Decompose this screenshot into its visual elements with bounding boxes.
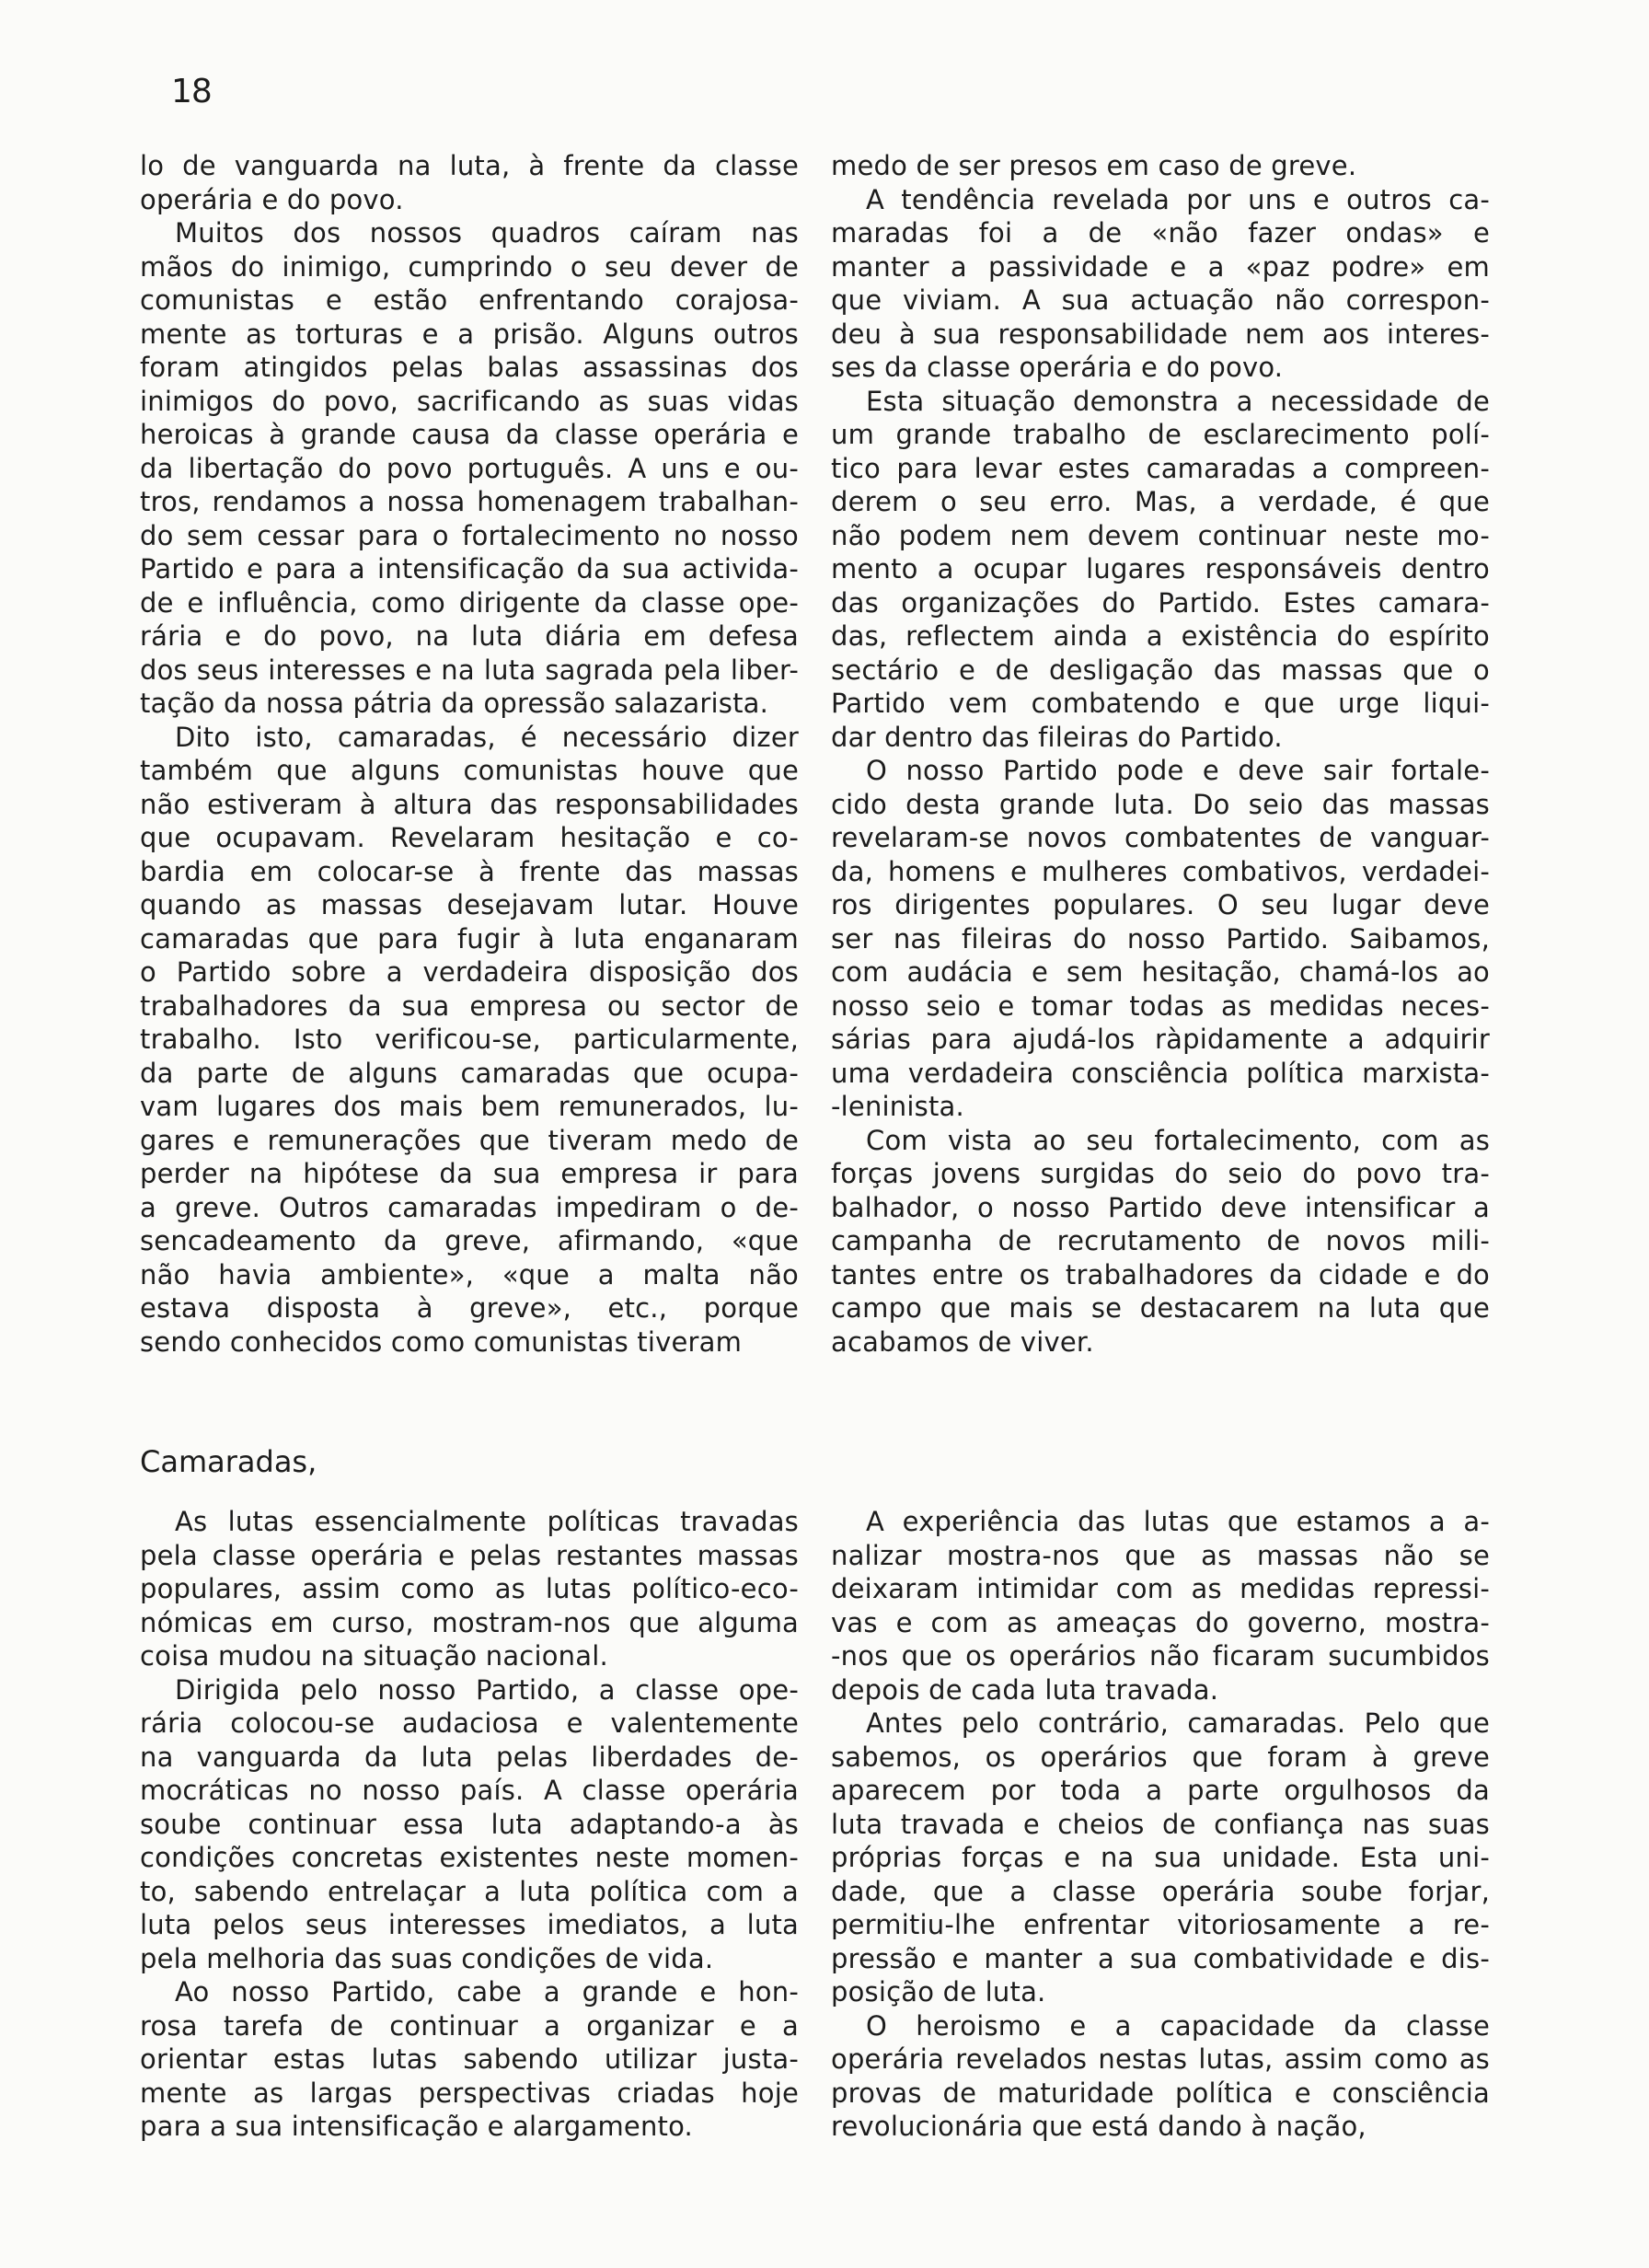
- text-line: do sem cessar para o fortalecimento no nosso: [140, 519, 799, 551]
- text-line: O heroismo e a capacidade da classe: [866, 2009, 1490, 2042]
- text-line: sencadeamento da greve, afirmando, «que: [140, 1225, 799, 1256]
- text-line: nalizar mostra-nos que as massas não se: [831, 1539, 1490, 1571]
- text-line: nosso seio e tomar todas as medidas neces-: [831, 989, 1490, 1022]
- text-line: depois de cada luta travada.: [831, 1673, 1219, 1706]
- text-line: ses da classe operária e do povo.: [831, 352, 1284, 383]
- text-line: comunistas e estão enfrentando corajosa-: [140, 284, 799, 316]
- text-line: com audácia e sem hesitação, chamá-los ao: [831, 956, 1490, 988]
- text-line: A experiência das lutas que estamos a a-: [866, 1506, 1490, 1537]
- text-line: não havia ambiente», «que a malta não: [140, 1258, 799, 1290]
- text-line: também que alguns comunistas houve que: [140, 755, 799, 786]
- text-line: tico para levar estes camaradas a compreen-: [831, 452, 1490, 484]
- text-line: posição de luta.: [831, 1976, 1046, 2008]
- paragraph: [140, 1505, 799, 1673]
- text-line: pressão e manter a sua combatividade e dis-: [831, 1942, 1490, 1974]
- text-line: Partido e para a intensificação da sua activida-: [140, 553, 799, 584]
- text-line: tros, rendamos a nossa homenagem trabalhan-: [140, 486, 799, 517]
- text-line: manter a passividade e a «paz podre» em: [831, 250, 1490, 283]
- text-line: próprias forças e na sua unidade. Esta uni-: [831, 1842, 1490, 1873]
- text-line: aparecem por toda a parte orgulhosos da: [831, 1775, 1490, 1806]
- text-line: maradas foi a de «não fazer ondas» e: [831, 217, 1490, 249]
- text-line: gares e remunerações que tiveram medo de: [140, 1124, 799, 1156]
- text-line: orientar estas lutas sabendo utilizar justa-: [140, 2043, 799, 2075]
- text-line: inimigos do povo, sacrificando as suas vidas: [140, 385, 799, 417]
- text-line: foram atingidos pelas balas assassinas dos: [140, 352, 799, 383]
- paragraph: [140, 149, 799, 216]
- text-line: rária colocou-se audaciosa e valentemente: [140, 1707, 799, 1739]
- text-line: luta pelos seus interesses imediatos, a luta: [140, 1909, 799, 1940]
- paragraph: [831, 385, 1490, 755]
- text-line: mento a ocupar lugares responsáveis dentro: [831, 553, 1490, 584]
- paragraph: [831, 1124, 1490, 1360]
- text-line: sárias para ajudá-los ràpidamente a adquirir: [831, 1024, 1490, 1055]
- text-line: As lutas essencialmente políticas travadas: [175, 1506, 799, 1537]
- text-line: vam lugares dos mais bem remunerados, lu-: [140, 1091, 799, 1122]
- text-line: A tendência revelada por uns e outros ca-: [866, 183, 1490, 215]
- text-line: coisa mudou na situação nacional.: [140, 1640, 608, 1672]
- text-line: de e influência, como dirigente da classe ope-: [140, 586, 799, 619]
- paragraph: [831, 1707, 1490, 2009]
- text-line: da parte de alguns camaradas que ocupa-: [140, 1057, 799, 1089]
- text-line: revolucionária que está dando à nação,: [831, 2111, 1366, 2142]
- text-line: da, homens e mulheres combativos, verdadei-: [831, 855, 1490, 887]
- text-line: permitiu-lhe enfrentar vitoriosamente a re-: [831, 1909, 1490, 1940]
- text-line: trabalhadores da sua empresa ou sector de: [140, 989, 799, 1022]
- text-line: -nos que os operários não ficaram sucumbidos: [831, 1640, 1490, 1672]
- text-line: pela melhoria das suas condições de vida.: [140, 1942, 714, 1974]
- text-line: ser nas fileiras do nosso Partido. Saibamos,: [831, 922, 1490, 955]
- text-line: ros dirigentes populares. O seu lugar deve: [831, 889, 1490, 920]
- paragraph: [831, 149, 1490, 183]
- text-line: Dito isto, camaradas, é necessário dizer: [175, 721, 799, 753]
- text-line: a greve. Outros camaradas impediram o de-: [140, 1191, 799, 1223]
- text-line: deu à sua responsabilidade nem aos interes-: [831, 318, 1490, 350]
- text-line: mocráticas no nosso país. A classe operária: [140, 1775, 799, 1806]
- text-line: para a sua intensificação e alargamento.: [140, 2111, 693, 2142]
- text-line: Ao nosso Partido, cabe a grande e hon-: [175, 1976, 799, 2008]
- text-line: campo que mais se destacarem na luta que: [831, 1292, 1490, 1324]
- text-line: quando as massas desejavam lutar. Houve: [140, 889, 799, 920]
- text-line: condições concretas existentes neste momen-: [140, 1842, 799, 1873]
- text-line: estava disposta à greve», etc., porque: [140, 1292, 799, 1324]
- text-line: sendo conhecidos como comunistas tiveram: [140, 1325, 743, 1358]
- text-line: medo de ser presos em caso de greve.: [831, 150, 1357, 181]
- text-line: luta travada e cheios de confiança nas suas: [831, 1808, 1490, 1840]
- text-line: operária revelados nestas lutas, assim como as: [831, 2043, 1490, 2075]
- paragraph: [140, 721, 799, 1360]
- paragraph: [140, 216, 799, 721]
- paragraph: [831, 183, 1490, 385]
- text-line: da libertação do povo português. A uns e ou-: [140, 452, 799, 484]
- text-line: rária e do povo, na luta diária em defesa: [140, 620, 799, 652]
- text-line: vas e com as ameaças do governo, mostra-: [831, 1606, 1490, 1638]
- text-line: O nosso Partido pode e deve sair fortale-: [866, 755, 1490, 786]
- text-line: Com vista ao seu fortalecimento, com as: [866, 1124, 1490, 1156]
- text-line: mente as largas perspectivas criadas hoje: [140, 2077, 799, 2109]
- text-line: provas de maturidade política e consciência: [831, 2077, 1490, 2109]
- text-line: Muitos dos nossos quadros caíram nas: [175, 217, 799, 249]
- text-line: sabemos, os operários que foram à greve: [831, 1741, 1490, 1773]
- section-heading: Camaradas,: [140, 1444, 317, 1479]
- text-line: das organizações do Partido. Estes camara-: [831, 586, 1490, 619]
- column-bottom-left: [140, 1505, 799, 2144]
- text-line: rosa tarefa de continuar a organizar e a: [140, 2009, 799, 2042]
- text-line: Antes pelo contrário, camaradas. Pelo que: [866, 1707, 1490, 1739]
- text-line: das, reflectem ainda a existência do espírito: [831, 620, 1490, 652]
- text-line: trabalho. Isto verificou-se, particularmente,: [140, 1024, 799, 1055]
- text-line: bardia em colocar-se à frente das massas: [140, 855, 799, 887]
- text-line: um grande trabalho de esclarecimento polí-: [831, 419, 1490, 450]
- text-line: acabamos de viver.: [831, 1325, 1094, 1358]
- text-line: que viviam. A sua actuação não correspon-: [831, 284, 1490, 316]
- column-top-right: [831, 149, 1490, 1359]
- column-top-left: [140, 149, 799, 1359]
- text-line: Dirigida pelo nosso Partido, a classe ope-: [175, 1673, 799, 1706]
- column-bottom-right: [831, 1505, 1490, 2144]
- text-line: soube continuar essa luta adaptando-a às: [140, 1808, 799, 1840]
- text-line: pela classe operária e pelas restantes massas: [140, 1539, 799, 1571]
- text-line: Partido vem combatendo e que urge liqui-: [831, 688, 1490, 719]
- text-line: derem o seu erro. Mas, a verdade, é que: [831, 486, 1490, 517]
- text-line: operária e do povo.: [140, 183, 404, 215]
- text-line: deixaram intimidar com as medidas repressi-: [831, 1573, 1490, 1604]
- text-line: tação da nossa pátria da opressão salazarista.: [140, 688, 769, 719]
- text-line: -leninista.: [831, 1091, 964, 1122]
- paragraph: [831, 754, 1490, 1124]
- paragraph: [140, 1975, 799, 2144]
- text-line: populares, assim como as lutas político-eco-: [140, 1573, 799, 1604]
- text-line: dade, que a classe operária soube forjar,: [831, 1875, 1490, 1907]
- text-line: perder na hipótese da sua empresa ir para: [140, 1158, 799, 1189]
- text-line: não estiveram à altura das responsabilidades: [140, 788, 799, 820]
- text-line: revelaram-se novos combatentes de vanguar-: [831, 822, 1490, 853]
- text-line: dos seus interesses e na luta sagrada pela liber-: [140, 654, 799, 686]
- paragraph: [140, 1673, 799, 1976]
- text-line: sectário e de desligação das massas que o: [831, 654, 1490, 686]
- text-line: camaradas que para fugir à luta enganaram: [140, 922, 799, 955]
- text-line: balhador, o nosso Partido deve intensificar a: [831, 1191, 1490, 1223]
- page-number: 18: [171, 73, 212, 110]
- text-line: mãos do inimigo, cumprindo o seu dever de: [140, 250, 799, 283]
- text-line: uma verdadeira consciência política marxista-: [831, 1057, 1490, 1089]
- text-line: campanha de recrutamento de novos mili-: [831, 1225, 1490, 1256]
- text-line: cido desta grande luta. Do seio das massas: [831, 788, 1490, 820]
- text-line: tantes entre os trabalhadores da cidade e do: [831, 1258, 1490, 1290]
- text-line: lo de vanguarda na luta, à frente da classe: [140, 150, 799, 181]
- text-line: heroicas à grande causa da classe operária e: [140, 419, 799, 450]
- text-line: to, sabendo entrelaçar a luta política com a: [140, 1875, 799, 1907]
- text-line: não podem nem devem continuar neste mo-: [831, 519, 1490, 551]
- text-line: forças jovens surgidas do seio do povo tra-: [831, 1158, 1490, 1189]
- text-line: o Partido sobre a verdadeira disposição dos: [140, 956, 799, 988]
- text-line: mente as torturas e a prisão. Alguns outros: [140, 318, 799, 350]
- text-line: na vanguarda da luta pelas liberdades de-: [140, 1741, 799, 1773]
- paragraph: [831, 2009, 1490, 2144]
- text-line: nómicas em curso, mostram-nos que alguma: [140, 1606, 799, 1638]
- text-line: que ocupavam. Revelaram hesitação e co-: [140, 822, 799, 853]
- text-line: Esta situação demonstra a necessidade de: [866, 385, 1490, 417]
- text-line: dar dentro das fileiras do Partido.: [831, 721, 1283, 753]
- paragraph: [831, 1505, 1490, 1707]
